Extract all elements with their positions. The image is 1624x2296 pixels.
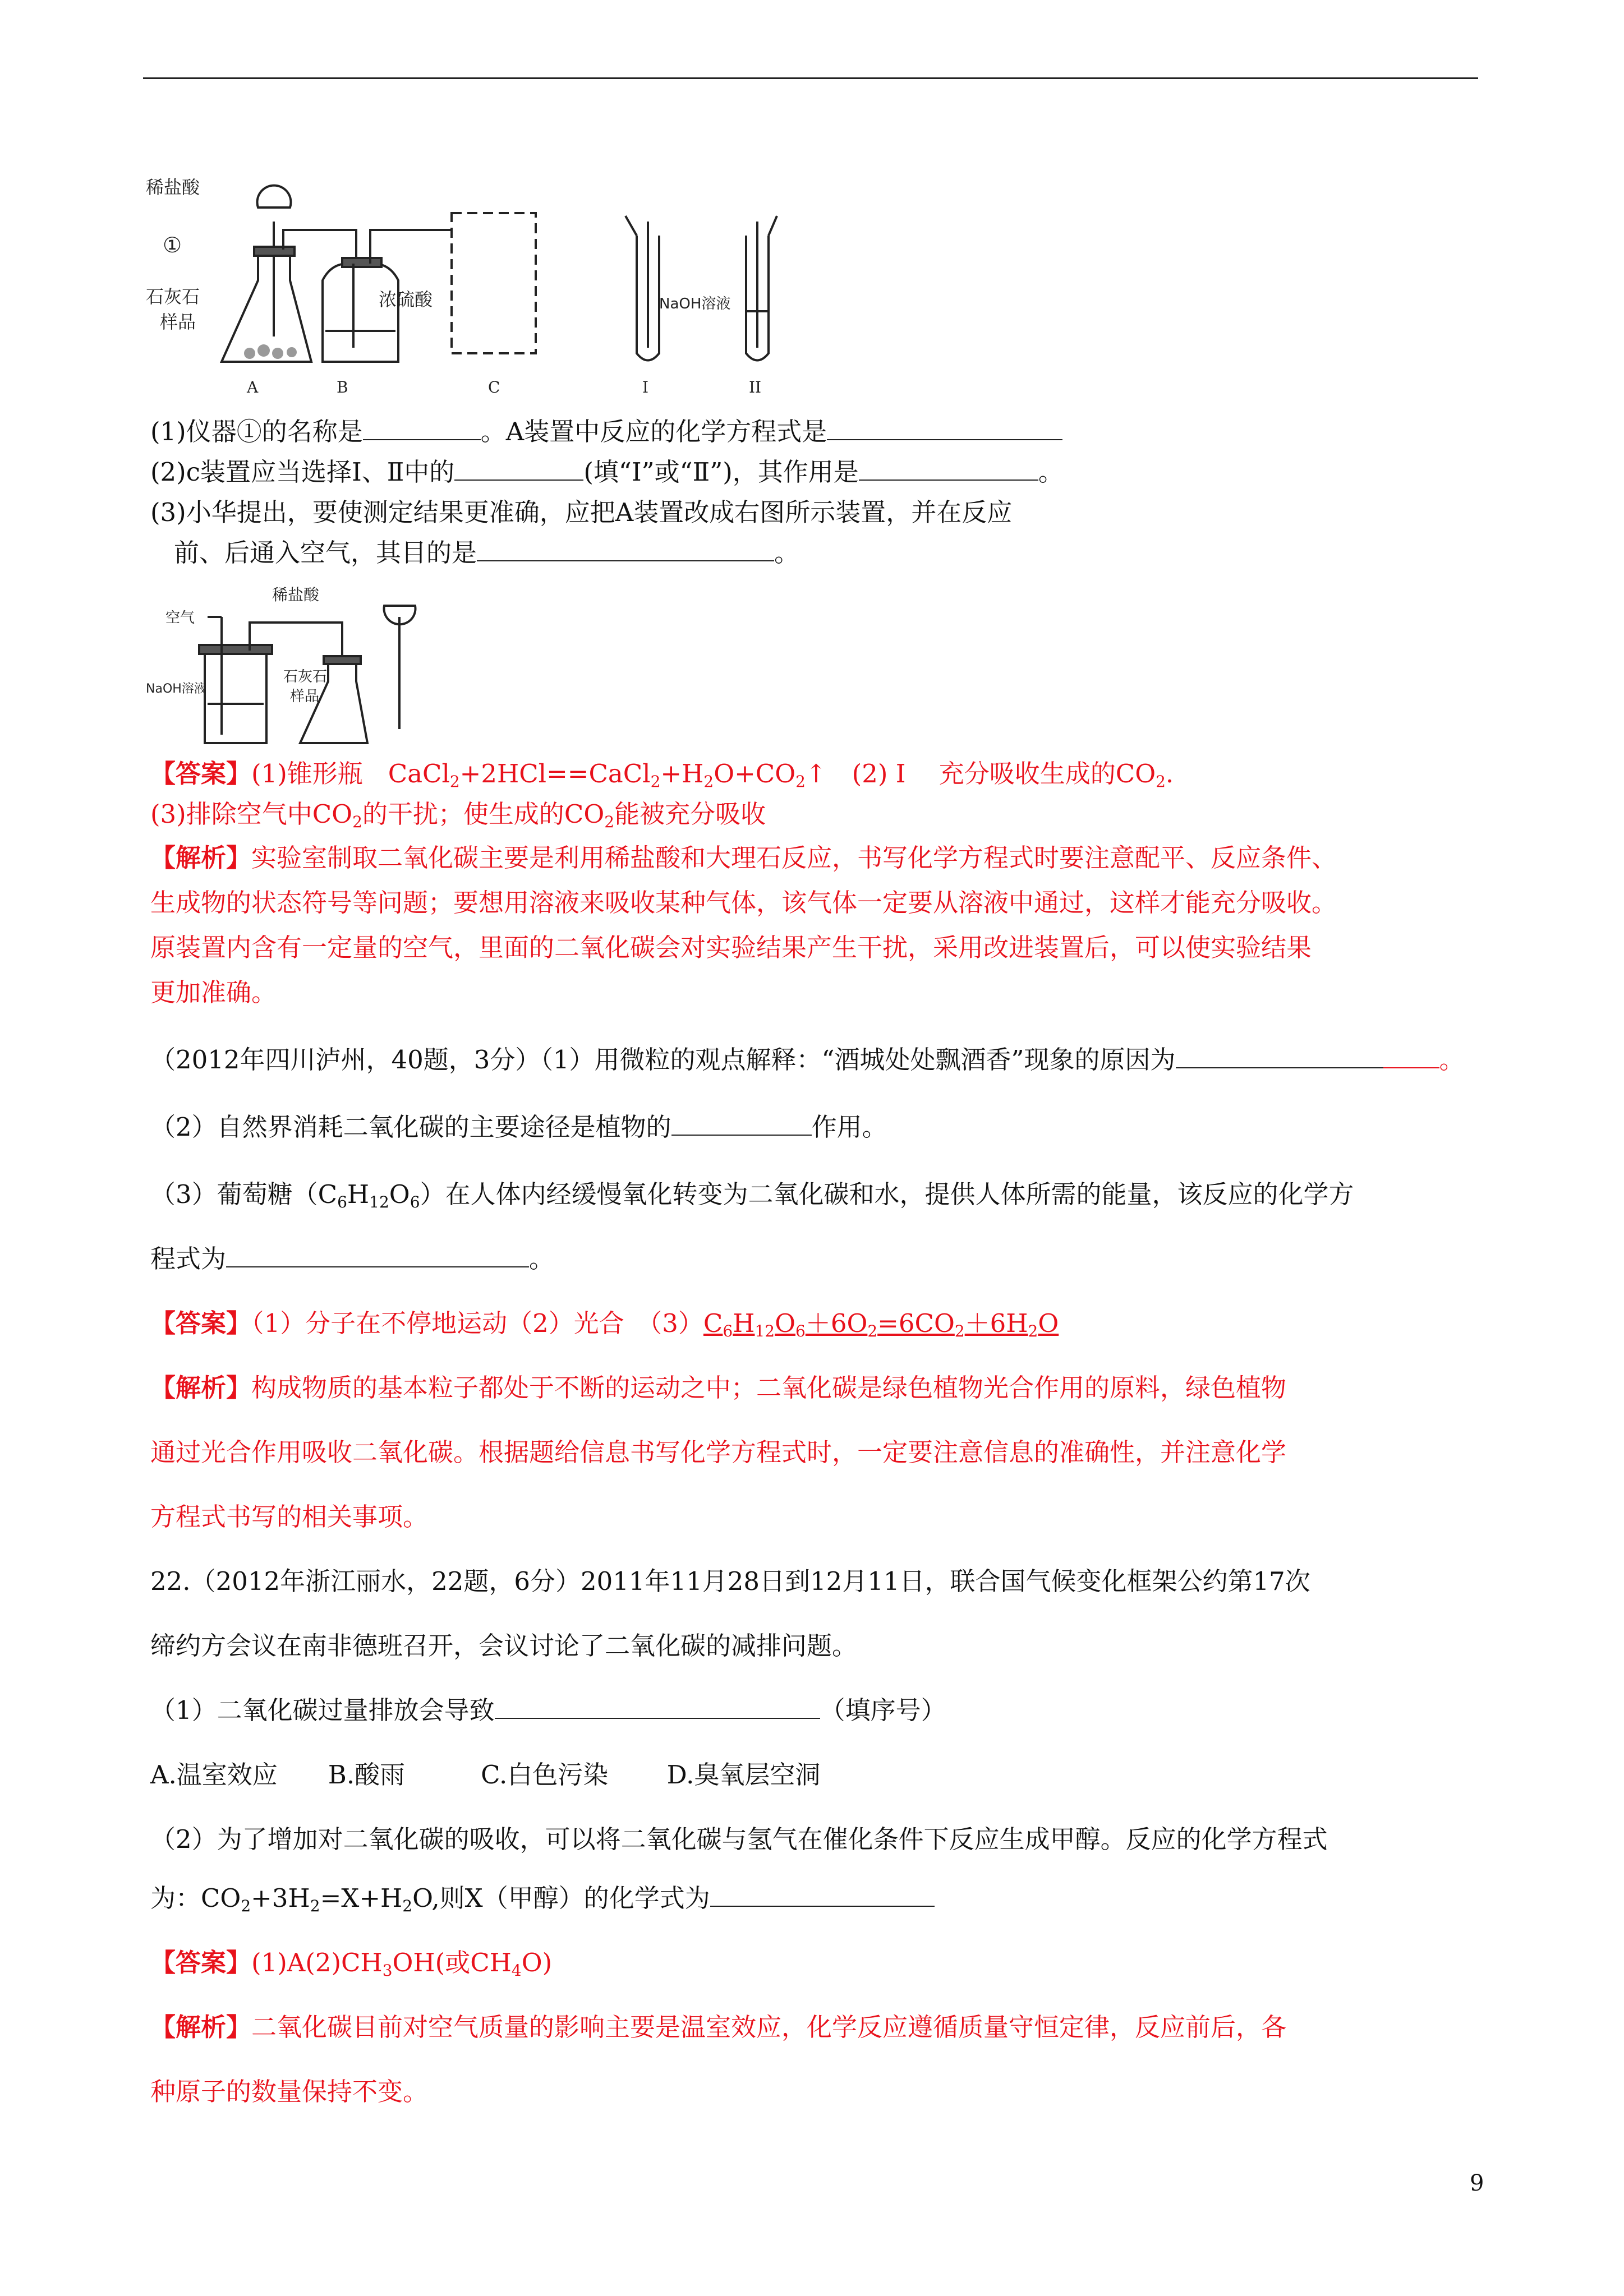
q1-explanation-line3: 原装置内含有一定量的空气，里面的二氧化碳会对实验结果产生干扰，采用改进装置后，可以使实验结果 [150,933,1312,962]
q2-answer: 【答案】（1）分子在不停地运动（2）光合 $(3)C_6H_{12}O_6+6O_2=6CO_2+6H_2O$ [150,1308,1059,1340]
apparatus-figure-1 [143,168,794,404]
q1-explanation-line1: 【解析】实验室制取二氧化碳主要是利用稀盐酸和大理石反应，书写化学方程式时要注意配平、反应条件、 [150,843,1337,873]
q3-explanation-line2: 种原子的数量保持不变。 [150,2077,429,2106]
q2-answer-equation: $C_6H_{12}O_6+6O_2=6CO_2+6H_2O$ [703,1308,1059,1340]
q2-line2: （2）自然界消耗二氧化碳的主要途径是植物的 作用。 [150,1112,887,1142]
q1-line4: 前、后通入空气，其目的是 。 [174,538,800,568]
fig1-label-i: I [642,378,649,397]
q3-options: A.温室效应 B.酸雨 C.白色污染 D.臭氧层空洞 [150,1760,821,1790]
q3-line3: （1）二氧化碳过量排放会导致 （填序号） [150,1695,946,1725]
q2-explanation-line2: 通过光合作用吸收二氧化碳。根据题给信息书写化学方程式时，一定要注意信息的准确性，并注意化学 [150,1437,1287,1467]
q2-explanation-line3: 方程式书写的相关事项。 [150,1502,429,1532]
fig2-label-acid: 稀盐酸 [272,585,320,604]
q3-explanation-line1: 【解析】二氧化碳目前对空气质量的影响主要是温室效应，化学反应遵循质量守恒定律，反应前后，各 [150,2012,1287,2042]
fig2-label-limestone: 石灰石 [283,668,328,685]
fig1-label-b: B [337,378,348,397]
fig1-label-conc-acid: 浓硫酸 [379,289,433,310]
q3-answer: 【答案】$(1)A(2)CH_3OH$(或$CH_4O$) [150,1948,553,1980]
q1-explanation-line4: 更加准确。 [150,978,277,1007]
q3-line5: （2）为了增加对二氧化碳的吸收，可以将二氧化碳与氢气在催化条件下反应生成甲醇。反应的化学方程式 [150,1824,1328,1854]
q1-answer-line1: 【答案】(1)锥形瓶 $CaCl_2+2HCl==CaCl_2+H_2O+CO_2↑$ (2) Ⅰ 充分吸收生成的$CO_2$. [150,759,1174,791]
fig2-label-air: 空气 [165,610,195,626]
fig1-label-a: A [247,378,259,397]
q2-line4: 程式为 。 [150,1244,555,1274]
q1-line1: (1)仪器①的名称是 。A装置中反应的化学方程式是 [150,415,1062,449]
header-rule [143,77,1478,79]
fig1-label-limestone: 石灰石 [146,286,200,307]
q2-line1: （2012年四川泸州，40题，3分）（1）用微粒的观点解释：“酒城处处飘酒香”现象的原因为 。 [150,1045,1465,1075]
fig2-label-naoh: NaOH溶液 [146,682,206,696]
fig2-label-sample: 样品 [290,688,320,705]
apparatus-figure-2 [143,583,457,751]
q3-line1: 22.（2012年浙江丽水，22题，6分）2011年11月28日到12月11日，联合国气候变化框架公约第17次 [150,1566,1310,1596]
fig1-label-acid: 稀盐酸 [146,177,200,198]
q1-line2: (2)c装置应当选择Ⅰ、Ⅱ中的 (填“I”或“Ⅱ”)，其作用是 。 [150,457,1064,487]
fig1-label-ii: II [749,378,762,397]
q2-line3: （3）葡萄糖$(C_6H_{12}O_6)$在人体内经缓慢氧化转变为二氧化碳和水，提供人体所需的能量，该反应的化学方 [150,1179,1354,1211]
page-number: 9 [1470,2170,1484,2196]
fig1-label-c: C [488,378,500,397]
q1-explanation-line2: 生成物的状态符号等问题；要想用溶液来吸收某种气体，该气体一定要从溶液中通过，这样才能充分吸收。 [150,888,1337,918]
fig1-label-circle1: ① [163,233,182,257]
q3-line6: 为：$CO_2+3H_2=X+H_2O$,则X（甲醇）的化学式为 [150,1882,935,1915]
q1-line3: (3)小华提出，要使测定结果更准确，应把A装置改成右图所示装置，并在反应 [150,497,1013,527]
q2-explanation-line1: 【解析】构成物质的基本粒子都处于不断的运动之中；二氧化碳是绿色植物光合作用的原料，绿色植物 [150,1373,1287,1403]
fig1-label-sample: 样品 [160,311,196,333]
fig1-label-naoh: NaOH溶液 [659,296,731,312]
q3-line2: 缔约方会议在南非德班召开，会议讨论了二氧化碳的减排问题。 [150,1631,858,1661]
q1-answer-line2: (3)排除空气中$CO_2$的干扰；使生成的$CO_2$能被充分吸收 [150,799,766,831]
